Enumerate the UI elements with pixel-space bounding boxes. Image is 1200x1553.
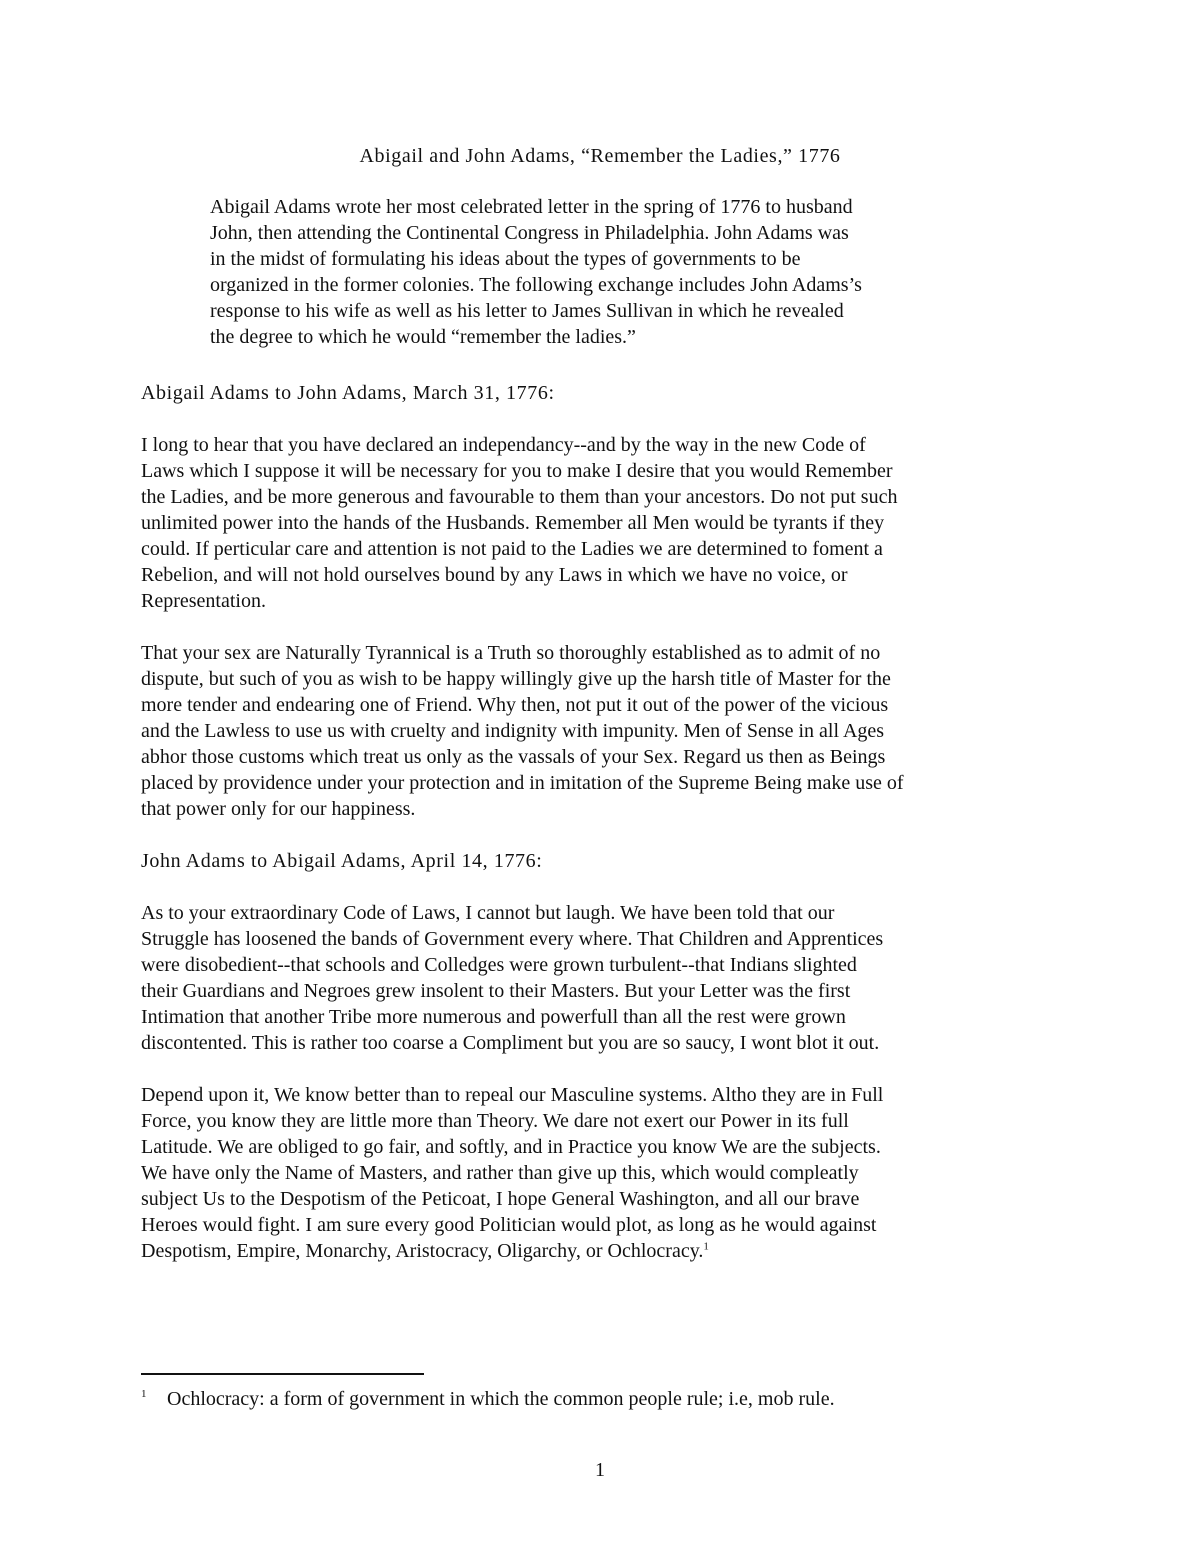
- text-line: abhor those customs which treat us only as the vassals of your Sex. Regard us then as Beings: [141, 746, 886, 768]
- text-line: unlimited power into the hands of the Husbands. Remember all Men would be tyrants if they: [141, 512, 885, 534]
- text-line: We have only the Name of Masters, and rather than give up this, which would compleatly: [141, 1162, 859, 1184]
- text-line: the Ladies, and be more generous and favourable to them than your ancestors. Do not put such: [141, 486, 898, 508]
- footnote-text: Ochlocracy: a form of government in which the common people rule; i.e, mob rule.: [167, 1388, 835, 1410]
- letter1-paragraph-1: [141, 432, 1059, 614]
- document-title: Abigail and John Adams, “Remember the Ladies,” 1776: [359, 145, 841, 167]
- text-line: could. If perticular care and attention is not paid to the Ladies we are determined to foment a: [141, 538, 883, 560]
- footnote-reference[interactable]: 1: [703, 1240, 709, 1253]
- text-line: more tender and endearing one of Friend. Why then, not put it out of the power of the vicious: [141, 694, 889, 716]
- letter2-paragraph-2: [141, 1082, 1059, 1264]
- text-line: their Guardians and Negroes grew insolent to their Masters. But your Letter was the first: [141, 980, 851, 1002]
- text-line: placed by providence under your protection and in imitation of the Supreme Being make use of: [141, 772, 904, 794]
- intro-line: Abigail Adams wrote her most celebrated letter in the spring of 1776 to husband: [210, 196, 853, 218]
- footnote: 1 Ochlocracy: a form of government in which the common people rule; i.e, mob rule.: [141, 1388, 835, 1410]
- text-line: I long to hear that you have declared an independancy--and by the way in the new Code of: [141, 434, 866, 456]
- text-line: discontented. This is rather too coarse a Compliment but you are so saucy, I wont blot it out.: [141, 1032, 880, 1054]
- intro-line: response to his wife as well as his letter to James Sullivan in which he revealed: [210, 300, 844, 322]
- text-line: Depend upon it, We know better than to repeal our Masculine systems. Altho they are in Full: [141, 1084, 884, 1106]
- text-line: That your sex are Naturally Tyrannical is a Truth so thoroughly established as to admit of no: [141, 642, 881, 664]
- page-number: 1: [595, 1459, 605, 1481]
- text-line: Heroes would fight. I am sure every good Politician would plot, as long as he would against: [141, 1214, 877, 1236]
- text-line: subject Us to the Despotism of the Peticoat, I hope General Washington, and all our brave: [141, 1188, 860, 1210]
- text-line: Intimation that another Tribe more numerous and powerfull than all the rest were grown: [141, 1006, 846, 1028]
- text-line: Laws which I suppose it will be necessary for you to make I desire that you would Remember: [141, 460, 893, 482]
- letter1-heading: Abigail Adams to John Adams, March 31, 1776:: [141, 382, 555, 404]
- text-line: dispute, but such of you as wish to be happy willingly give up the harsh title of Master for the: [141, 668, 891, 690]
- text-line: were disobedient--that schools and Colledges were grown turbulent--that Indians slighted: [141, 954, 857, 976]
- text-line: that power only for our happiness.: [141, 798, 416, 820]
- intro-line: in the midst of formulating his ideas about the types of governments to be: [210, 248, 801, 270]
- text-line: Struggle has loosened the bands of Government every where. That Children and Apprentices: [141, 928, 884, 950]
- text-line: Force, you know they are little more than Theory. We dare not exert our Power in its full: [141, 1110, 849, 1132]
- letter1-paragraph-2: [141, 640, 1059, 822]
- text-line: [141, 1238, 1059, 1264]
- letter2-heading: John Adams to Abigail Adams, April 14, 1776:: [141, 850, 543, 872]
- text-line: As to your extraordinary Code of Laws, I cannot but laugh. We have been told that our: [141, 902, 835, 924]
- intro-line: organized in the former colonies. The following exchange includes John Adams’s: [210, 274, 862, 296]
- intro-line: John, then attending the Continental Congress in Philadelphia. John Adams was: [210, 222, 849, 244]
- intro-paragraph: [210, 194, 1000, 350]
- text-line: Latitude. We are obliged to go fair, and softly, and in Practice you know We are the subjects.: [141, 1136, 881, 1158]
- intro-line: the degree to which he would “remember the ladies.”: [210, 326, 636, 348]
- text-line: Representation.: [141, 590, 266, 612]
- text-line-content: Despotism, Empire, Monarchy, Aristocracy, Oligarchy, or Ochlocracy.: [141, 1240, 704, 1262]
- text-line: Rebelion, and will not hold ourselves bound by any Laws in which we have no voice, or: [141, 564, 848, 586]
- footnote-divider: [141, 1373, 424, 1375]
- text-line: and the Lawless to use us with cruelty and indignity with impunity. Men of Sense in all Ages: [141, 720, 885, 742]
- letter2-paragraph-1: [141, 900, 1059, 1056]
